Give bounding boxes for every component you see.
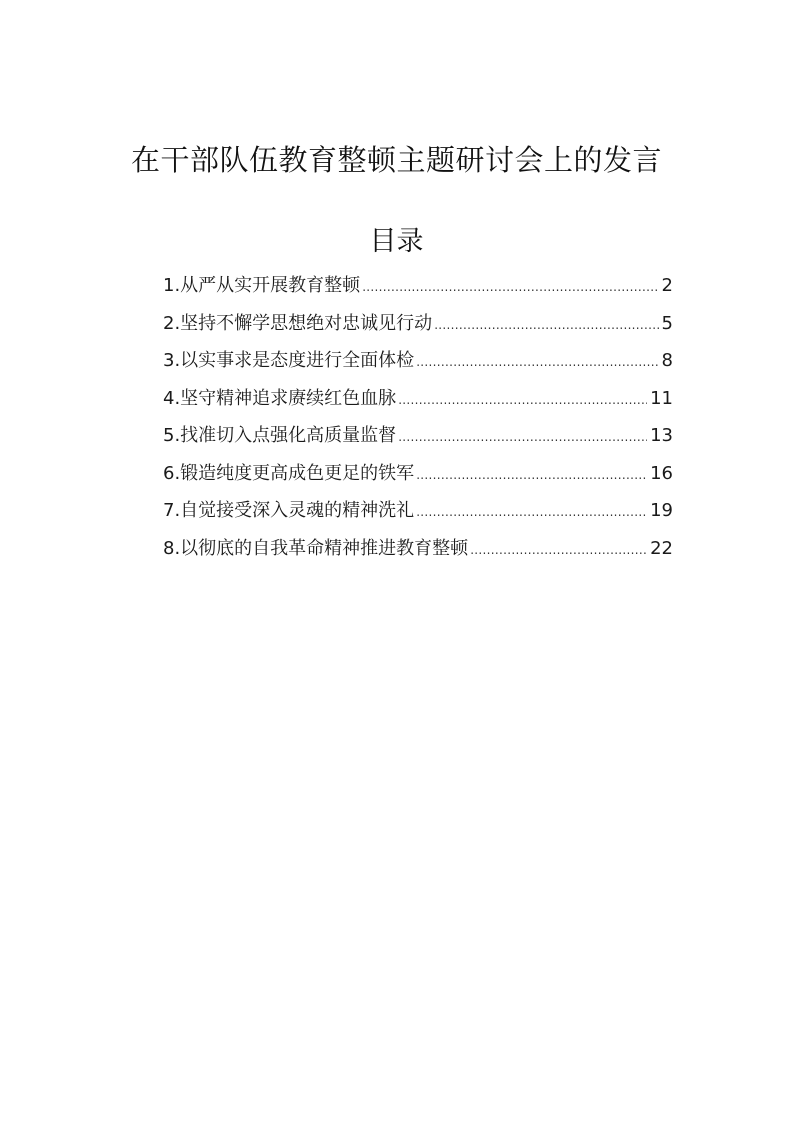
toc-entry-text: 8.以彻底的自我革命精神推进教育整顿 bbox=[163, 537, 469, 559]
toc-entry-page-number: 2 bbox=[661, 275, 673, 296]
document-title: 在干部队伍教育整顿主题研讨会上的发言 bbox=[130, 143, 662, 177]
dot-leader bbox=[398, 384, 647, 416]
toc-entry-page-number: 19 bbox=[650, 500, 673, 521]
toc-entry-page-number: 22 bbox=[650, 537, 673, 559]
toc-entry-page-number: 16 bbox=[650, 462, 673, 484]
toc-entry-page-number: 5 bbox=[661, 312, 673, 334]
dot-leader bbox=[416, 459, 647, 491]
dot-leader bbox=[416, 346, 658, 378]
toc-entry-text: 6.锻造纯度更高成色更足的铁军 bbox=[163, 462, 415, 484]
toc-entry-1[interactable] bbox=[163, 270, 673, 308]
dot-leader bbox=[398, 421, 647, 453]
dot-leader bbox=[362, 271, 658, 303]
toc-entry-6[interactable] bbox=[163, 458, 673, 496]
toc-entry-4[interactable] bbox=[163, 383, 673, 421]
toc-entry-text: 7.自觉接受深入灵魂的精神洗礼 bbox=[163, 500, 415, 521]
toc-entry-5[interactable] bbox=[163, 420, 673, 458]
dot-leader bbox=[470, 534, 647, 566]
toc-entry-8[interactable] bbox=[163, 533, 673, 571]
table-of-contents bbox=[163, 270, 673, 570]
toc-entry-2[interactable] bbox=[163, 308, 673, 346]
toc-entry-text: 3.以实事求是态度进行全面体检 bbox=[163, 350, 415, 371]
dot-leader bbox=[416, 496, 647, 528]
toc-entry-7[interactable] bbox=[163, 495, 673, 533]
toc-heading: 目录 bbox=[369, 226, 424, 257]
toc-entry-text: 1.从严从实开展教育整顿 bbox=[163, 275, 361, 296]
toc-entry-text: 4.坚守精神追求赓续红色血脉 bbox=[163, 387, 397, 409]
toc-entry-text: 2.坚持不懈学思想绝对忠诚见行动 bbox=[163, 312, 433, 334]
toc-entry-page-number: 8 bbox=[661, 350, 673, 371]
toc-entry-text: 5.找准切入点强化高质量监督 bbox=[163, 425, 397, 446]
toc-entry-page-number: 11 bbox=[650, 387, 673, 409]
toc-entry-3[interactable] bbox=[163, 345, 673, 383]
toc-entry-page-number: 13 bbox=[650, 425, 673, 446]
dot-leader bbox=[434, 309, 658, 341]
